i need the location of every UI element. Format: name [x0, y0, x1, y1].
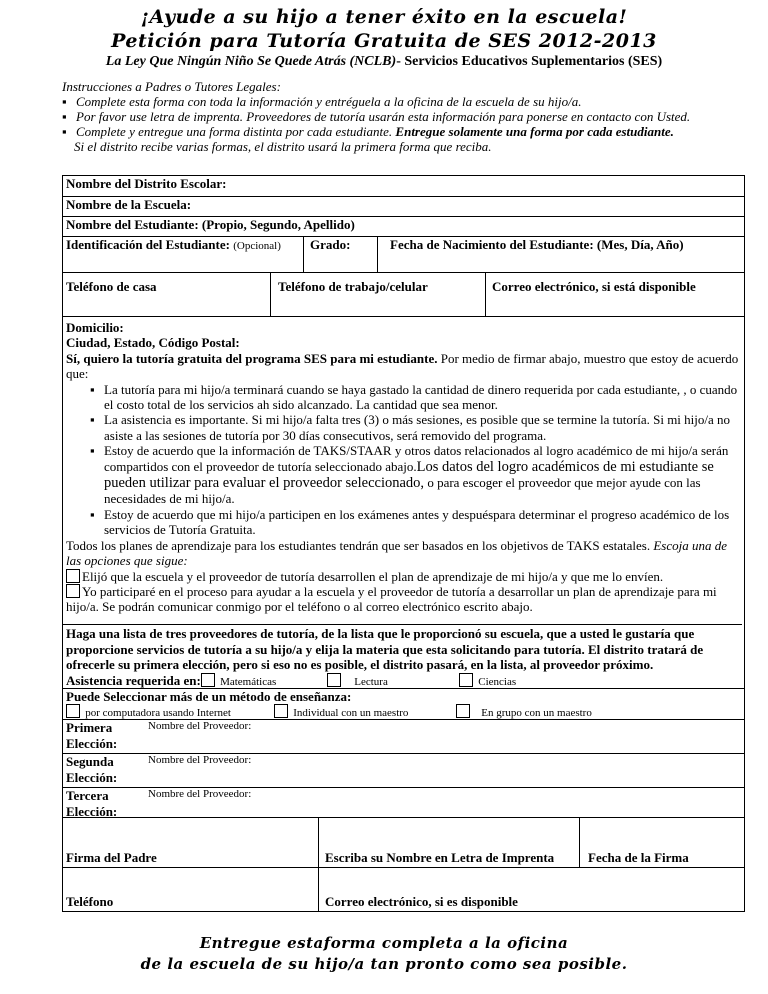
- contact-row: [63, 867, 744, 912]
- district-label: Nombre del Distrito Escolar:: [66, 176, 227, 191]
- signature-date-label: Fecha de la Firma: [588, 850, 689, 865]
- student-name-field[interactable]: [63, 216, 744, 237]
- consent-item-tail: o para escoger el proveedor que mejor ayude con las necesidades de mi hijo/a.: [104, 475, 701, 507]
- request-form: [62, 175, 745, 912]
- method-online-label: por computadora usando Internet: [85, 707, 231, 719]
- instruction-text: Complete y entregue una forma distinta por cada estudiante.: [76, 124, 393, 139]
- form-title: ¡Ayude a su hijo a tener éxito en la escuela!: [140, 6, 628, 28]
- law-line: [0, 54, 768, 70]
- print-name-field[interactable]: [322, 850, 554, 866]
- email-label: Correo electrónico, si está disponible: [492, 279, 696, 294]
- option-1-label: Elijó que la escuela y el proveedor de tutoría desarrollen el plan de aprendizaje de mi hijo/a y que me lo envíen.: [82, 568, 664, 584]
- subject-label: Asistencia requerida en:: [66, 673, 201, 688]
- choice-2-label: [63, 754, 136, 788]
- consent-item: ▪ La asistencia es importante. Si mi hijo/a falta tres (3) o más sesiones, es posible que se termine la tutoría. Si mi hijo/a no asiste a las sesiones de tutoría por 30 días consecutivos, será removido del programa.: [104, 412, 742, 443]
- consent-section: [63, 317, 742, 615]
- instruction-emphasis: Entregue solamente una forma por cada estudiante.: [395, 124, 674, 139]
- method-individual-label: Individual con un maestro: [293, 707, 409, 719]
- student-id-field[interactable]: [63, 237, 303, 273]
- instruction-note: Si el distrito recibe varias formas, el distrito usará la primera forma que reciba.: [74, 139, 492, 154]
- provider-name-label: Nombre del Proveedor:: [148, 754, 252, 766]
- consent-item-emphasis: Los datos del logro académicos de mi estudiante se pueden utilizar para evaluar el proveedor seleccionado,: [104, 458, 714, 492]
- choice-2[interactable]: [63, 753, 744, 788]
- reading-checkbox[interactable]: [327, 673, 341, 687]
- contact-email-label: Correo electrónico, si es disponible: [325, 894, 518, 909]
- method-individual-checkbox[interactable]: [274, 704, 288, 718]
- student-name-label: Nombre del Estudiante: (Propio, Segundo, Apellido): [66, 217, 355, 232]
- method-label: Puede Seleccionar más de un método de enseñanza:: [63, 688, 744, 705]
- method-group: [456, 704, 592, 720]
- consent-item: ▪ Estoy de acuerdo que mi hijo/a participen en los exámenes antes y despuéspara determinar el progreso académico de los servicios de Tutoría Gratuita.: [104, 507, 742, 538]
- choose-text: Escoja una de las opciones que sigue:: [66, 537, 728, 569]
- math-checkbox[interactable]: [201, 673, 215, 687]
- city-label: Ciudad, Estado, Código Postal:: [66, 335, 240, 351]
- address-label: Domicilio:: [66, 320, 124, 335]
- optional-note: (Opcional): [233, 240, 281, 252]
- consent-lead-rest: Por medio de firmar abajo, muestro que estoy de acuerdo que:: [66, 350, 739, 382]
- instruction-bullet: ▪ Por favor use letra de imprenta. Proveedores de tutoría usarán esta información para ponerse en contacto con Usted.: [62, 109, 742, 124]
- instruction-bullet: ▪ Complete esta forma con toda la información y entréguela a la oficina de la escuela de su hijo/a.: [62, 94, 742, 109]
- footer-line-2: de la escuela de su hijo/a tan pronto como sea posible.: [140, 955, 628, 973]
- signature-date-field[interactable]: [585, 850, 689, 866]
- choice-1-subtitle: Elección:: [66, 736, 118, 751]
- science-option: [459, 673, 516, 689]
- method-individual: [274, 704, 408, 720]
- parent-signature-label: Firma del Padre: [66, 850, 157, 865]
- choice-3-subtitle: Elección:: [66, 804, 118, 819]
- method-online: [66, 704, 231, 720]
- instruction-bullet: [62, 124, 742, 139]
- consent-list: [66, 382, 742, 538]
- providers-instructions: Haga una lista de tres proveedores de tutoría, de la lista que le proporcionó su escuela, que a usted le gustaría que proporcione servicios de tutoría a su hijo/a y elija la materia que esta solicitando para tutoría. El distrito tratará de ofrecerle su primera elección, pero si eso no es posible, el distrito pasará, en la lista, al proveedor próximo.: [63, 624, 742, 682]
- provider-name-label: Nombre del Proveedor:: [148, 720, 252, 732]
- option-2-checkbox[interactable]: [66, 584, 80, 598]
- method-online-checkbox[interactable]: [66, 704, 80, 718]
- choice-2-title: Segunda: [66, 754, 114, 769]
- plans-text: Todos los planes de aprendizaje para los estudiantes tendrán que ser basados en los objetivos de TAKS estatales.: [66, 537, 651, 553]
- choice-1-label: [63, 720, 136, 754]
- option-2[interactable]: [66, 584, 742, 615]
- contact-email-field[interactable]: [322, 894, 518, 910]
- work-phone-label: Teléfono de trabajo/celular: [278, 279, 428, 294]
- provider-name-label: Nombre del Proveedor:: [148, 788, 252, 800]
- home-phone-label: Teléfono de casa: [66, 279, 157, 294]
- consent-item-text: Estoy de acuerdo que la información de TAKS/STAAR y otros datos relacionados al logro académico de mi hijo/a serán compartidos con el proveedor de tutoría seleccionado abajo.: [104, 443, 729, 474]
- instructions-heading: Instrucciones a Padres o Tutores Legales:: [62, 79, 281, 94]
- method-group-label: En grupo con un maestro: [481, 707, 592, 719]
- choice-1[interactable]: [63, 719, 744, 754]
- law-name: La Ley Que Ningún Niño Se Quede Atrás (NCLB): [105, 54, 397, 69]
- student-id-label: Identificación del Estudiante:: [66, 237, 230, 252]
- consent-item: ▪ La tutoría para mi hijo/a terminará cuando se haya gastado la cantidad de dinero requerida por cada estudiante, , o cuando el costo total de los servicios ah sido alcanzado. La cantidad que sea menor.: [104, 382, 742, 413]
- district-field[interactable]: [63, 176, 744, 196]
- option-1[interactable]: [66, 569, 742, 584]
- law-services: - Servicios Educativos Suplementarios (SES): [396, 54, 663, 69]
- dob-label: Fecha de Nacimiento del Estudiante: (Mes, Día, Año): [390, 237, 684, 252]
- consent-item: [104, 443, 742, 507]
- footer-line-1: Entregue estaforma completa a la oficina: [199, 934, 569, 952]
- plans-note: [66, 538, 742, 569]
- option-2-label: Yo participaré en el proceso para ayudar a la escuela y el proveedor de tutoría a desarrollar un plan de aprendizaje para mi hijo/a. Se podrán comunicar conmigo por el teléfono o al correo electrónico escrito abajo.: [66, 583, 717, 615]
- science-checkbox[interactable]: [459, 673, 473, 687]
- reading-label: Lectura: [354, 676, 388, 688]
- choice-2-subtitle: Elección:: [66, 770, 118, 785]
- reading-option: [327, 673, 388, 689]
- option-1-checkbox[interactable]: [66, 569, 80, 583]
- subject-row: [66, 673, 276, 689]
- school-label: Nombre de la Escuela:: [66, 197, 192, 212]
- consent-lead-bold: Sí, quiero la tutoría gratuita del programa SES para mi estudiante.: [66, 350, 438, 366]
- choice-3-title: Tercera: [66, 788, 109, 803]
- student-info-row: [63, 236, 744, 273]
- dob-field[interactable]: [387, 237, 740, 273]
- phone-label: Teléfono: [66, 894, 114, 909]
- science-label: Ciencias: [478, 676, 517, 688]
- school-field[interactable]: [63, 196, 744, 217]
- phone-field[interactable]: [63, 894, 113, 910]
- form-subtitle: Petición para Tutoría Gratuita de SES 2012-2013: [111, 30, 657, 52]
- signature-row: [63, 817, 744, 868]
- phone-row: [63, 272, 744, 317]
- grade-label: Grado:: [310, 237, 351, 252]
- instructions: [62, 79, 742, 154]
- parent-signature-field[interactable]: [63, 850, 157, 866]
- print-name-label: Escriba su Nombre en Letra de Imprenta: [325, 850, 555, 865]
- math-label: Matemáticas: [220, 676, 277, 688]
- choice-1-title: Primera: [66, 720, 113, 735]
- consent-lead: [66, 351, 742, 382]
- method-group-checkbox[interactable]: [456, 704, 470, 718]
